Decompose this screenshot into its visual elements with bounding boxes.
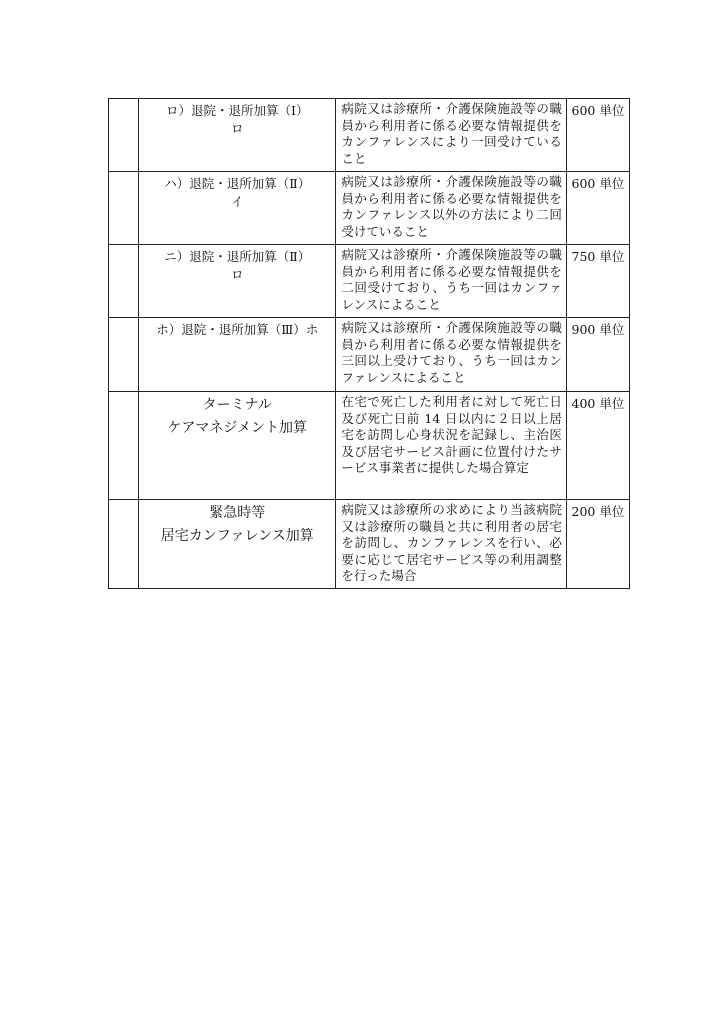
condition-text: 病院又は診療所・介護保険施設等の職員から利用者に係る必要な情報提供をカンファレンスにより一回受けていること [341,101,562,166]
unit-cell [566,245,629,318]
addition-name-line1: ニ）退院・退所加算（Ⅱ） [164,249,311,264]
condition-cell [336,245,566,318]
condition-cell [336,500,566,589]
unit-value: 900 単位 [571,322,625,337]
unit-cell [566,392,629,500]
table-row [109,500,630,589]
unit-value: 400 単位 [571,396,625,411]
addition-fee-table [108,98,630,589]
addition-name-cell [139,392,336,500]
condition-text: 病院又は診療所・介護保険施設等の職員から利用者に係る必要な情報提供をカンファレンス以外の方法により二回受けていること [341,174,562,239]
condition-cell [336,318,566,392]
addition-name-cell [139,318,336,392]
table-row [109,245,630,318]
blank-cell [109,99,139,172]
blank-cell [109,245,139,318]
addition-name-line2: 居宅カンファレンス加算 [160,528,314,544]
document-page [108,98,630,589]
table-row [109,392,630,500]
addition-name-cell [139,172,336,245]
addition-name-line1: 緊急時等 [209,505,266,521]
unit-value: 600 単位 [571,176,625,191]
unit-cell [566,172,629,245]
addition-name-line1: ホ）退院・退所加算（Ⅲ）ホ [156,322,319,337]
unit-value: 750 単位 [571,249,625,264]
addition-name-cell [139,500,336,589]
unit-cell [566,500,629,589]
unit-value: 200 単位 [571,504,625,519]
blank-cell [109,500,139,589]
condition-text: 病院又は診療所・介護保険施設等の職員から利用者に係る必要な情報提供を三回以上受けており、うち一回はカンファレンスによること [341,320,562,385]
table-row [109,318,630,392]
addition-name-line1: ターミナル [202,397,272,413]
addition-name-line1: ロ）退院・退所加算（Ⅰ） [166,103,309,118]
condition-text: 病院又は診療所・介護保険施設等の職員から利用者に係る必要な情報提供を二回受けており、うち一回はカンファレンスによること [341,247,562,312]
condition-text: 病院又は診療所の求めにより当該病院又は診療所の職員と共に利用者の居宅を訪問し、カンファレンスを行い、必要に応じて居宅サービス等の利用調整を行った場合 [341,502,562,583]
addition-name-line2: ロ [230,266,244,282]
condition-cell [336,392,566,500]
addition-name-line2: イ [230,193,244,209]
condition-text: 在宅で死亡した利用者に対して死亡日及び死亡日前 14 日以内に２日以上居宅を訪問し心身状況を記録し、主治医及び居宅サービス計画に位置付けたサービス事業者に提供した場合算定 [341,394,562,475]
table-row [109,99,630,172]
condition-cell [336,99,566,172]
condition-cell [336,172,566,245]
table-row [109,172,630,245]
addition-name-cell [139,99,336,172]
addition-name-line2: ケアマネジメント加算 [167,420,308,436]
addition-name-line2: ロ [230,120,244,136]
blank-cell [109,318,139,392]
addition-name-line1: ハ）退院・退所加算（Ⅱ） [164,176,311,191]
unit-cell [566,99,629,172]
blank-cell [109,172,139,245]
blank-cell [109,392,139,500]
unit-value: 600 単位 [571,103,625,118]
addition-name-cell [139,245,336,318]
unit-cell [566,318,629,392]
